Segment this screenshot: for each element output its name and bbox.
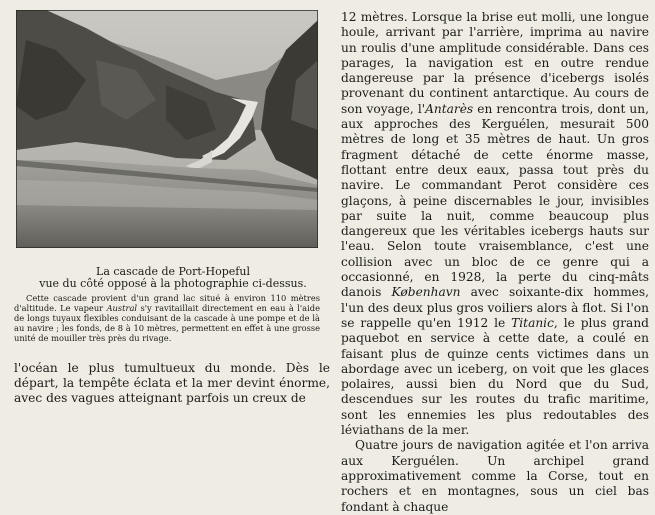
right-p1-c: avec soixante-dix hommes, l'un des deux plus gros voiliers alors à flot. Si l'on se rappelle qu'en 1912 le [341, 285, 650, 330]
right-p1-b: en rencontra trois, dont un, aux approches des Kerguélen, mesurait 500 mètres de long et 35 mètres de haut. Un gros fragment détaché de cette énorme masse, flottant entre deux eaux, passa tout près du navire. Le commandant Perot considère ces glaçons, à peine discernables le jour, invisibles par suite la nuit, comme beaucoup plus dangereux que les véritables icebergs hauts sur l'eau. Selon toute vraisemblance, c'est une collision avec un bloc de ce genre qui a occasionné, en 1928, la perte du cinq-mâts danois [341, 101, 649, 300]
caption-body-text-1: Cette cascade provient d'un grand lac situé à environ 110 mètres d'altitude. Le vapeur [14, 293, 320, 314]
ship-name-kobenhavn: København [391, 285, 461, 300]
photo-illustration [16, 10, 318, 248]
caption-ship-name: Austral [106, 303, 138, 314]
caption-subtitle: vue du côté opposé à la photographie ci-dessus. [39, 277, 307, 290]
right-p1-d: , le plus grand paquebot en service à cette date, a coulé en faisant plus de quinze cents victimes dans un abordage avec un iceberg, on voit que les glaces polaires, aussi bien du Nord que du Sud, descendues sur les routes du trafic maritime, sont les ennemies les plus redoutables des léviathans de la mer. [341, 315, 649, 438]
ship-name-antares: Antarès [425, 101, 474, 116]
right-column [341, 10, 649, 515]
caption-body-text-2: s'y ravitaillait directement en eau à l'aide de longs tuyaux flexibles conduisant de la cascade à une pompe et de là au navire ; les fonds, de 8 à 10 mètres, permettent en effet à une grosse unité de mouiller très près du rivage. [14, 303, 320, 344]
left-body-text: l'océan le plus tumultueux du monde. Dès le départ, la tempête éclata et la mer devint énorme, avec des vagues atteignant parfois un creux de [14, 361, 330, 406]
right-p1-a: 12 mètres. Lorsque la brise eut molli, une longue houle, arrivant par l'arrière, imprima au navire un roulis d'une amplitude considérable. Dans ces parages, la navigation est en outre rendue dangereuse par la présence d'icebergs isolés provenant du continent antarctique. Au cours de son voyage, l' [341, 10, 649, 116]
caption-title: La cascade de Port-Hopeful [96, 265, 250, 278]
ship-name-titanic: Titanic [511, 315, 554, 330]
caption-body [14, 293, 332, 343]
waterfall-photo [16, 10, 318, 248]
right-paragraph-1 [341, 10, 649, 438]
right-paragraph-2: Quatre jours de navigation agitée et l'on arriva aux Kerguélen. Un archipel grand approximativement comme la Corse, tout en rochers et en montagnes, sous un ciel bas fondant à chaque [341, 438, 649, 514]
left-column [14, 10, 332, 406]
